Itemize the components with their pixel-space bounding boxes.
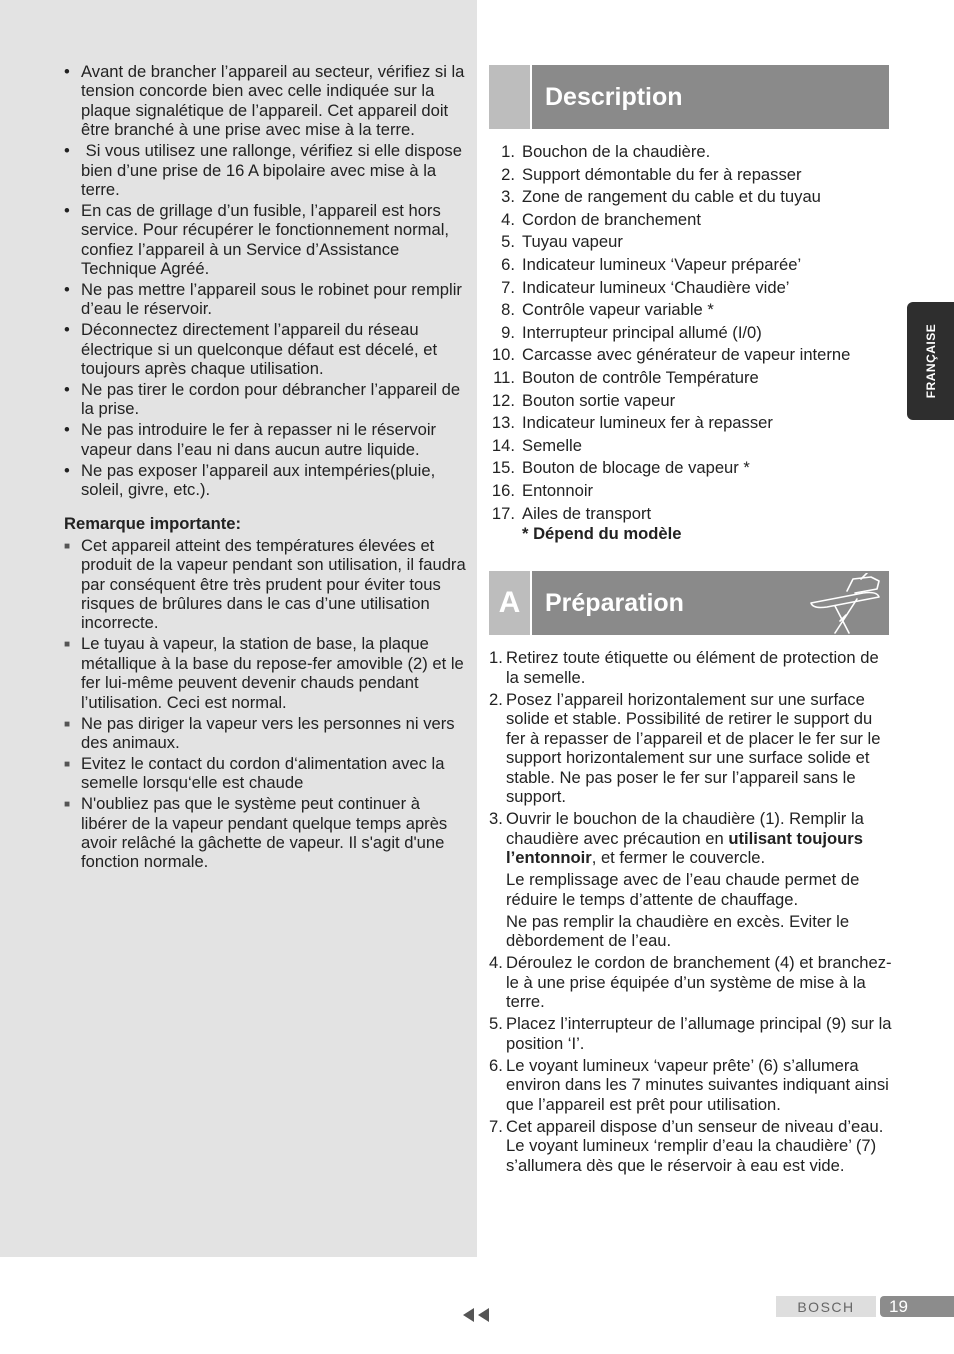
description-tab bbox=[489, 65, 530, 129]
list-item: 4. Déroulez le cordon de branchement (4) et branchez-le à une prise équipée d’un système de mise à la terre. bbox=[489, 953, 892, 1011]
list-item: 2. Support démontable du fer à repasser bbox=[501, 164, 802, 184]
list-item: • Avant de brancher l’appareil au secteur, vérifiez si la tension concorde bien avec celle indiquée sur la plaque signalétique de l’appareil. Cet appareil doit être branché à une prise avec mise à la terre. bbox=[64, 62, 465, 140]
list-item: 8. Contrôle vapeur variable * bbox=[501, 300, 714, 320]
page-number: 19 bbox=[880, 1296, 954, 1317]
square-bullet-icon: ■ bbox=[64, 540, 71, 552]
list-item: • Ne pas introduire le fer à repasser ni le réservoir vapeur dans l’eau ni dans aucun autre liquide. bbox=[64, 420, 437, 459]
list-item: 3. Ouvrir le bouchon de la chaudière (1). Remplir la chaudière avec précaution en utilisant toujours l’entonnoir, et fermer le couvercle. Le remplissage avec de l’eau chaude permet de réduire le temps d’attente de chauffage. Ne pas remplir la chaudière en excès. Eviter le dèbordement de l’eau. bbox=[489, 809, 864, 950]
safety-column bbox=[64, 62, 468, 873]
language-tab: FRANÇAISE bbox=[907, 302, 954, 420]
list-item: ■ Cet appareil atteint des températures élevées et produit de la vapeur pendant son utilisation, il faudra par conséquent être très prudent pour éviter tous risques de brûlures dans le cas d’une utilisation incorrecte. bbox=[64, 535, 466, 633]
list-item: 5. Placez l’interrupteur de l’allumage principal (9) sur la position ‘I’. bbox=[489, 1014, 892, 1053]
bullet-icon: • bbox=[64, 200, 70, 220]
list-item: 10. Carcasse avec générateur de vapeur interne bbox=[491, 345, 851, 365]
square-bullet-icon: ■ bbox=[64, 799, 71, 811]
list-item: 11. Bouton de contrôle Température bbox=[493, 367, 759, 387]
list-item: 1. Bouchon de la chaudière. bbox=[501, 142, 711, 161]
list-item: 15. Bouton de blocage de vapeur * bbox=[491, 458, 750, 478]
previous-page-icon[interactable] bbox=[463, 1308, 491, 1322]
description-header bbox=[489, 65, 889, 129]
list-item: • Si vous utilisez une rallonge, vérifiez si elle dispose bien d’une prise de 16 A bipolaire avec mise à la terre. bbox=[64, 141, 467, 199]
bullet-icon: • bbox=[64, 380, 70, 399]
list-item: 9. Interrupteur principal allumé (I/0) bbox=[501, 322, 762, 342]
list-item: 1. Retirez toute étiquette ou élément de protection de la semelle. bbox=[489, 648, 879, 687]
list-item: ■ Ne pas diriger la vapeur vers les personnes ni vers des animaux. bbox=[64, 713, 455, 752]
list-item: • Ne pas exposer l’appareil aux intempéries(pluie, soleil, givre, etc.). bbox=[64, 460, 436, 500]
list-item: 5. Tuyau vapeur bbox=[501, 232, 623, 252]
list-item: 3. Zone de rangement du cable et du tuyau bbox=[501, 187, 821, 207]
list-item: • Ne pas tirer le cordon pour débrancher l’appareil de la prise. bbox=[64, 380, 461, 419]
description-title: Description bbox=[545, 82, 683, 111]
list-item: 6. Indicateur lumineux ‘Vapeur préparée’ bbox=[501, 254, 802, 274]
list-item: 13. Indicateur lumineux fer à repasser bbox=[491, 413, 773, 433]
square-bullet-icon: ■ bbox=[64, 718, 71, 730]
list-item: 7. Indicateur lumineux ‘Chaudière vide’ bbox=[501, 277, 790, 297]
ironing-board-icon bbox=[805, 573, 885, 635]
description-list bbox=[489, 141, 899, 525]
list-item: 14. Semelle bbox=[491, 435, 582, 455]
square-bullet-icon: ■ bbox=[64, 758, 71, 770]
list-item: • Déconnectez directement l’appareil du réseau électrique si un quelconque défaut est décelé, et toujours après chaque utilisation. bbox=[64, 320, 438, 379]
bullet-icon: • bbox=[64, 279, 70, 299]
bullet-icon: • bbox=[64, 420, 70, 440]
list-item: 17. Ailes de transport bbox=[491, 503, 652, 523]
list-item: ■ N'oubliez pas que le système peut continuer à libérer de la vapeur pendant quelque temps après avoir relâché la gâchette de vapeur. Il s'agit d'une fonction normale. bbox=[64, 794, 448, 872]
brand-label: BOSCH bbox=[776, 1296, 876, 1317]
list-item: • Ne pas mettre l’appareil sous le robinet pour remplir d’eau le réservoir. bbox=[64, 279, 462, 319]
remark-list bbox=[64, 536, 468, 872]
bullet-icon: • bbox=[64, 320, 70, 340]
list-item: 12. Bouton sortie vapeur bbox=[491, 390, 676, 410]
remark-title: Remarque importante: bbox=[64, 514, 242, 534]
bullet-icon: • bbox=[64, 62, 70, 81]
list-item: 6. Le voyant lumineux ‘vapeur prête’ (6) s’allumera environ dans les 7 minutes suivantes indiquant ainsi que l’appareil est prêt pour utilisation. bbox=[489, 1055, 889, 1114]
list-item: 16. Entonnoir bbox=[491, 480, 594, 500]
preparation-header bbox=[489, 571, 889, 635]
preparation-title: Préparation bbox=[545, 588, 684, 617]
square-bullet-icon: ■ bbox=[64, 639, 71, 651]
safety-list bbox=[64, 62, 468, 499]
bullet-icon: • bbox=[64, 460, 70, 480]
list-item: • En cas de grillage d’un fusible, l’appareil est hors service. Pour récupérer le fonctionnement normal, confiez l’appareil à un Service d’Assistance Technique Agréé. bbox=[64, 200, 450, 279]
list-item: ■ Evitez le contact du cordon d‘alimentation avec la semelle lorsqu‘elle est chaude bbox=[64, 753, 445, 793]
list-item: 2. Posez l’appareil horizontalement sur une surface solide et stable. Possibilité de retirer le support du fer à repasser de l’appareil et de placer le fer sur le support horizontalement sur une surface solide et stable. Ne pas poser le fer sur l’appareil sans le support. bbox=[489, 689, 881, 806]
bullet-icon: • bbox=[64, 141, 70, 161]
model-note: * Dépend du modèle bbox=[522, 524, 682, 543]
list-item: 7. Cet appareil dispose d’un senseur de niveau d’eau. Le voyant lumineux ‘remplir d’eau la chaudière’ (7) s’allumera dès que le réservoir à eau est vide. bbox=[489, 1116, 884, 1175]
preparation-list bbox=[489, 648, 893, 1178]
list-item: 4. Cordon de branchement bbox=[501, 209, 701, 229]
preparation-tab-letter: A bbox=[489, 571, 530, 635]
list-item: ■ Le tuyau à vapeur, la station de base, la plaque métallique à la base du repose-fer amovible (2) et le fer lui-même peuvent devenir chauds pendant l’utilisation. Ceci est normal. bbox=[64, 634, 464, 712]
